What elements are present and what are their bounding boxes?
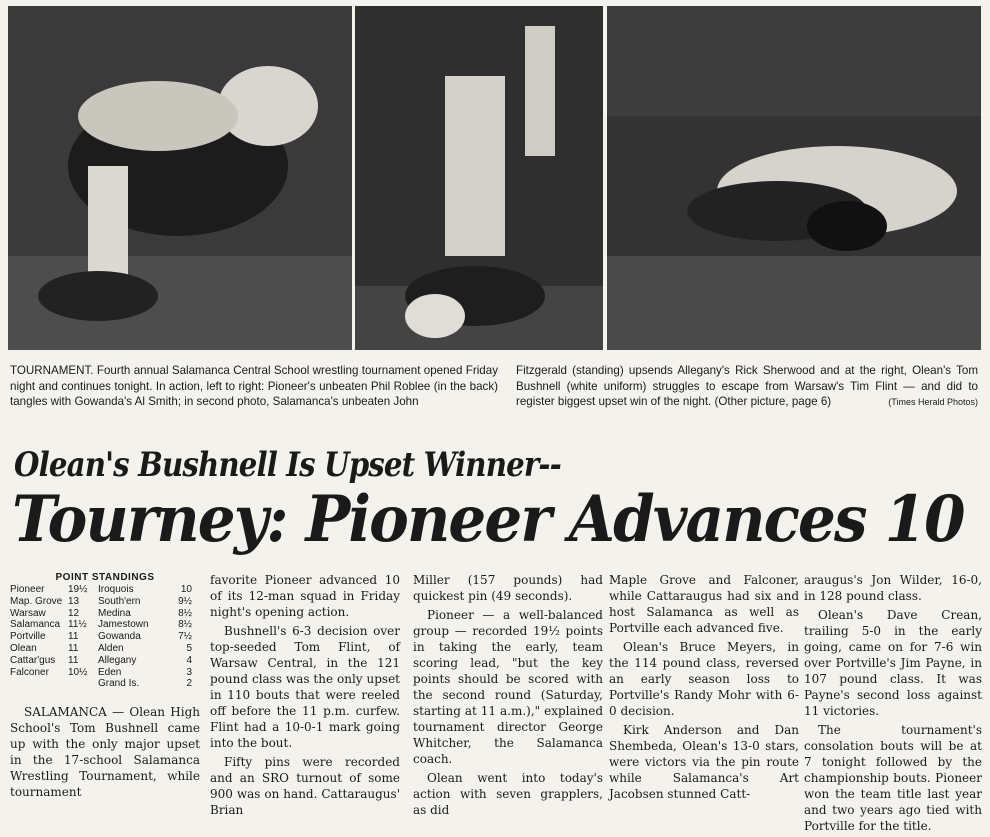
article-paragraph: araugus's Jon Wilder, 16-0, in 128 pound class.: [804, 573, 982, 603]
standings-cell: Portville: [10, 631, 46, 643]
standings-cell: 5: [186, 642, 192, 654]
standings-cell: 8½: [178, 619, 192, 631]
standings-cell: 7½: [178, 631, 192, 643]
article-paragraph: SALAMANCA — Olean High School's Tom Bushnell came up with the only major upset in the 17-school Salamanca Wrestling Tournament, while tournament: [10, 705, 200, 799]
article-paragraph: Olean's Dave Crean, trailing 5-0 in the early going, came on for 7-6 win over Portville's Jim Payne, in 107 pound class. It was Payne's second loss against 11 victories.: [804, 608, 982, 718]
standings-row: [10, 596, 200, 608]
wrestling-photo-3: [607, 6, 981, 350]
standings-cell: Falconer: [10, 666, 49, 678]
standings-cell: Medina: [98, 607, 131, 619]
point-standings-table: [10, 572, 200, 690]
standings-cell: 13: [68, 595, 80, 607]
standings-row: [10, 667, 200, 679]
standings-cell: Warsaw: [10, 607, 46, 619]
standings-cell: 11: [68, 642, 79, 654]
standings-cell: 2: [186, 678, 192, 690]
standings-row: [10, 655, 200, 667]
standings-cell: 19½: [68, 584, 88, 595]
article-paragraph: favorite Pioneer advanced 10 of its 12-man squad in Friday night's opening action.: [210, 573, 400, 619]
standings-cell: South'ern: [98, 595, 141, 607]
standings-cell: 11½: [68, 619, 87, 631]
photo-caption-right: [516, 363, 978, 410]
standings-cell: Cattar'gus: [10, 654, 56, 666]
photo-caption-left: TOURNAMENT. Fourth annual Salamanca Central School wrestling tournament opened Friday night and continues tonight. In action, left to right: Pioneer's unbeaten Phil Roblee (in the back) tangles with Gowanda's Al Smith; in second photo, Salamanca's unbeaten John: [10, 364, 498, 408]
standings-cell: Jamestown: [98, 619, 149, 631]
standings-cell: Olean: [10, 642, 37, 654]
standings-row: [10, 584, 200, 596]
standings-cell: 4: [186, 654, 192, 666]
standings-cell: [68, 678, 98, 690]
article-paragraph: Pioneer — a well-balanced group — recorded 19½ points in taking the early, team scoring lead, "but the key points should be scored with the second round (Saturday, starting at 11 a.m.)," explained tournament director George Whitcher, the Salamanca coach.: [413, 608, 603, 766]
article-paragraph: Fifty pins were recorded and an SRO turnout of some 900 was on hand. Cattaraugus' Brian: [210, 755, 400, 817]
article-paragraph: Kirk Anderson and Dan Shembeda, Olean's 13-0 stars, were victors via the pin route while Salamanca's Art Jacobsen stunned Catt-: [609, 723, 799, 801]
standings-cell: Salamanca: [10, 619, 61, 631]
standings-row: [10, 678, 200, 690]
standings-row: [10, 608, 200, 620]
photo-credit: (Times Herald Photos): [888, 396, 978, 407]
standings-row: [10, 631, 200, 643]
article-paragraph: Olean's Bruce Meyers, in the 114 pound class, reversed an early season loss to Portville's Randy Mohr with 6-0 decision.: [609, 640, 799, 718]
standings-cell: Gowanda: [98, 631, 141, 643]
article-paragraph: Olean went into today's action with seven grapplers, as did: [413, 771, 603, 817]
wrestling-photo-1: [8, 6, 352, 350]
standings-cell: 3: [186, 666, 192, 678]
standings-cell: Allegany: [98, 654, 137, 666]
standings-cell: Pioneer: [10, 584, 45, 595]
article-paragraph: Maple Grove and Falconer, while Cattaraugus had six and host Salamanca as well as Portville each advanced five.: [609, 573, 799, 635]
standings-cell: Iroquois: [98, 584, 134, 595]
standings-cell: Alden: [98, 642, 124, 654]
standings-cell: Eden: [98, 666, 122, 678]
article-paragraph: Miller (157 pounds) had quickest pin (49 seconds).: [413, 573, 603, 603]
article-column-5: [804, 572, 982, 837]
standings-cell: Map. Grove: [10, 595, 63, 607]
standings-cell: 8½: [178, 607, 192, 619]
standings-cell: 11: [68, 631, 79, 643]
main-headline: Tourney: Pioneer Advances 10: [12, 482, 964, 557]
standings-row: [10, 643, 200, 655]
standings-cell: [10, 678, 68, 690]
standings-cell: 12: [68, 607, 80, 619]
article-column-3: [413, 572, 603, 821]
standings-cell: 11: [68, 654, 79, 666]
standings-row: [10, 619, 200, 631]
article-column-4: [609, 572, 799, 805]
wrestling-photo-2: [355, 6, 603, 350]
standings-title: POINT STANDINGS: [55, 572, 155, 583]
article-column-2: [210, 572, 400, 821]
standings-cell: Grand Is.: [98, 678, 140, 690]
standings-cell: 9½: [178, 595, 192, 607]
article-column-1: [10, 704, 200, 803]
photo-caption-right-text: Fitzgerald (standing) upsends Allegany's Rick Sherwood and at the right, Olean's Tom Bushnell (white uniform) struggles to escape from Warsaw's Tim Flint — and did to register biggest upset win of the night. (Other picture, page 6): [516, 364, 978, 408]
kicker-headline: Olean's Bushnell Is Upset Winner--: [14, 445, 561, 485]
standings-cell: 10½: [68, 666, 88, 678]
standings-cell: 10: [180, 584, 192, 595]
article-paragraph: The tournament's consolation bouts will be at 7 tonight followed by the championship bouts. Pioneer won the team title last year and two years ago tied with Portville for the title.: [804, 723, 982, 833]
article-paragraph: Bushnell's 6-3 decision over top-seeded Tom Flint, of Warsaw Central, in the 121 pound class was the only upset in 110 bouts that were reeled off before the 11 p.m. curfew. Flint had a 10-0-1 mark going into the bout.: [210, 624, 400, 750]
